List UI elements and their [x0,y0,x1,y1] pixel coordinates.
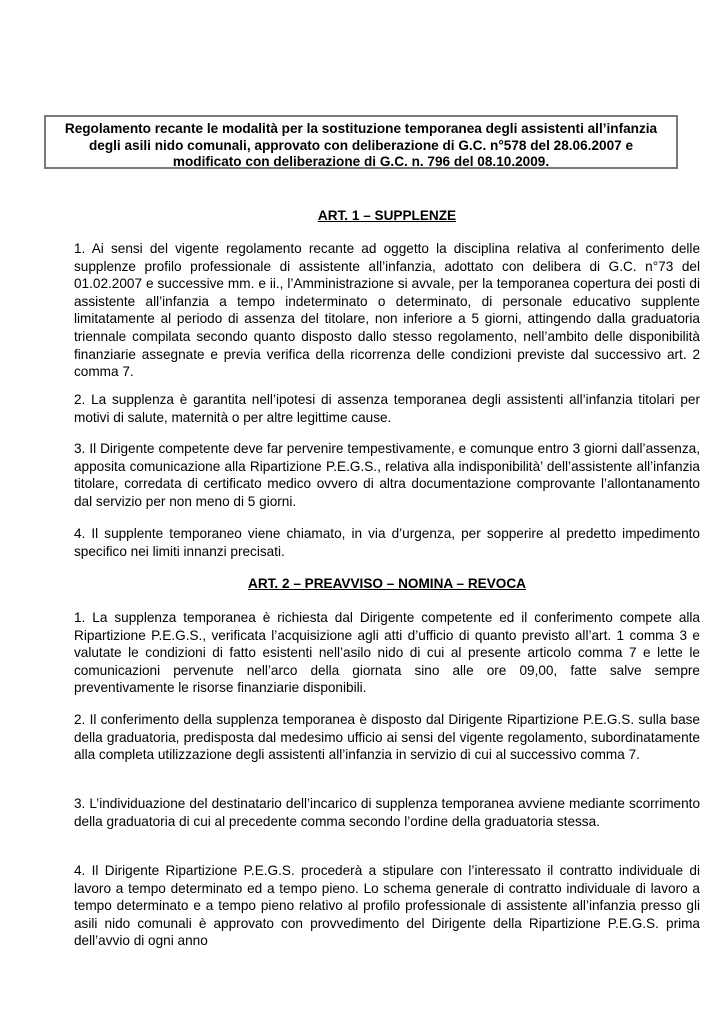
art1-paragraph-1: 1. Ai sensi del vigente regolamento recante ad oggetto la disciplina relativa al conferimento delle supplenze profilo professionale di assistente all’infanzia, adottato con delibera di G.C. n°73 del 01.02.2007 e successive mm. e ii., l’Amministrazione si avvale, per la temporanea copertura dei posti di assistente all’infanzia a tempo indeterminato o determinato, di personale educativo supplente limitatamente al periodo di assenza del titolare, non inferiore a 5 giorni, attingendo dalla graduatoria triennale compilata secondo quanto disposto dallo stesso regolamento, nell’ambito delle disponibilità finanziarie assegnate e previa verifica della ricorrenza delle condizioni previste dal successivo art. 2 comma 7. [74,241,700,380]
art1-paragraph-4: 4. Il supplente temporaneo viene chiamato, in via d’urgenza, per sopperire al predetto impedimento specifico nei limiti innanzi precisati. [74,526,700,559]
art1-heading: ART. 1 – SUPPLENZE [317,208,457,223]
document-title: Regolamento recante le modalità per la sostituzione temporanea degli assistenti all’infanzia degli asili nido comunali, approvato con deliberazione di G.C. n°578 del 28.06.2007 e modificato con deliberazione di G.C. n. 796 del 08.10.2009. [44,115,678,169]
art1-paragraph-2: 2. La supplenza è garantita nell’ipotesi di assenza temporanea degli assistenti all’infanzia titolari per motivi di salute, maternità o per altre legittime cause. [74,392,700,425]
art2-paragraph-1: 1. La supplenza temporanea è richiesta dal Dirigente competente ed il conferimento compete alla Ripartizione P.E.G.S., verificata l’acquisizione agli atti d’ufficio di quanto previsto all’art. 1 comma 3 e valutate le condizioni di fatto esistenti nell’asilo nido di cui al presente articolo comma 7 e lette le comunicazioni pervenute nell’arco della giornata sino alle ore 09,00, fatte salve sempre preventivamente le risorse finanziarie disponibili. [74,610,700,696]
art2-paragraph-2: 2. Il conferimento della supplenza temporanea è disposto dal Dirigente Ripartizione P.E.G.S. sulla base della graduatoria, predisposta dal medesimo ufficio ai sensi del vigente regolamento, subordinatamente alla completa utilizzazione degli assistenti all’infanzia in servizio di cui al successivo comma 7. [74,712,700,763]
art1-paragraph-3: 3. Il Dirigente competente deve far pervenire tempestivamente, e comunque entro 3 giorni dall’assenza, apposita comunicazione alla Ripartizione P.E.G.S., relativa alla indisponibilità’ dell’assistente all’infanzia titolare, corredata di certificato medico ovvero di altra documentazione comprovante l’allontanamento dal servizio per non meno di 5 giorni. [74,441,700,509]
art2-heading: ART. 2 – PREAVVISO – NOMINA – REVOCA [248,576,526,591]
art2-paragraph-4: 4. Il Dirigente Ripartizione P.E.G.S. procederà a stipulare con l’interessato il contratto individuale di lavoro a tempo determinato ed a tempo pieno. Lo schema generale di contratto individuale di lavoro a tempo determinato e a tempo pieno relativo al profilo professionale di assistente all’infanzia presso gli asili nido comunali è approvato con provvedimento del Dirigente della Ripartizione P.E.G.S. prima dell’avvio di ogni anno [74,863,700,949]
art2-paragraph-3: 3. L’individuazione del destinatario dell’incarico di supplenza temporanea avviene mediante scorrimento della graduatoria di cui al precedente comma secondo l’ordine della graduatoria stessa. [74,796,700,829]
